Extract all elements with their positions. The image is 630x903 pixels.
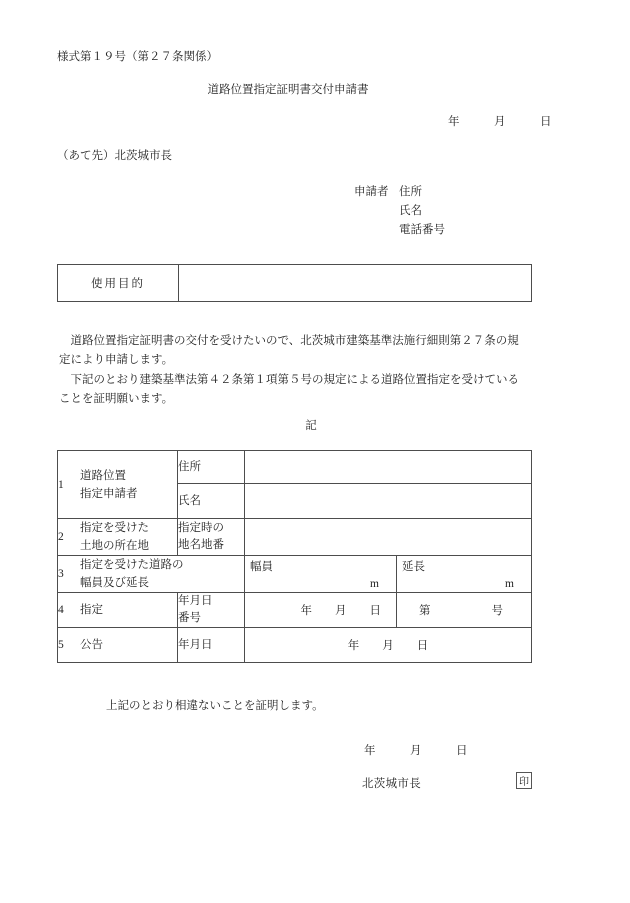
row2-label-line1: 指定を受けた <box>80 522 149 534</box>
length-unit: m <box>505 578 514 590</box>
application-date-blank: 年 月 日 <box>448 116 552 128</box>
row4-header-cell <box>58 593 178 628</box>
row4-sublabel-line2: 番号 <box>178 612 201 624</box>
seal-mark: 印 <box>516 772 532 789</box>
row4-label: 指定 <box>80 604 103 616</box>
row2-label-line2: 土地の所在地 <box>80 540 149 552</box>
row3-header-cell <box>58 556 245 593</box>
row2-value-cell <box>245 519 532 556</box>
row4-date-blank-cell: 年 月 日 <box>245 593 397 628</box>
row1-address-value-cell <box>245 451 532 484</box>
applicant-label: 申請者 <box>354 186 389 198</box>
form-number: 様式第１９号（第２７条関係） <box>57 51 218 63</box>
applicant-phone-row <box>354 221 445 240</box>
width-label: 幅員 <box>250 561 273 573</box>
row3-number: 3 <box>58 568 64 580</box>
paragraph-2-line-1: 下記のとおり建築基準法第４２条第１項第５号の規定による道路位置指定を受けている <box>59 373 519 386</box>
row5-date-blank-cell: 年 月 日 <box>245 628 532 663</box>
row1-number: 1 <box>58 478 64 491</box>
row4-number-blank-cell <box>397 593 532 628</box>
designation-number-prefix: 第 <box>419 605 431 617</box>
applicant-name-label: 氏名 <box>399 205 422 217</box>
table-row <box>58 451 532 484</box>
table-row <box>58 593 532 628</box>
page-title: 道路位置指定証明書交付申請書 <box>207 84 369 96</box>
row5-label: 公告 <box>80 639 103 651</box>
row2-header-cell <box>58 519 178 556</box>
body-paragraphs <box>59 332 519 410</box>
table-row <box>58 519 532 556</box>
table-row <box>58 628 532 663</box>
mayor-signature-line: 北茨城市長 <box>362 778 421 790</box>
row2-sublabel-line1: 指定時の <box>178 522 224 534</box>
length-label: 延長 <box>402 561 425 573</box>
row1-header-cell <box>58 451 178 519</box>
designation-details-table <box>57 450 532 663</box>
row2-sublabel-cell <box>178 519 245 556</box>
paragraph-1-line-2: 定により申請します。 <box>59 354 174 367</box>
row5-number: 5 <box>58 639 64 651</box>
addressee-line: （あて先）北茨城市長 <box>57 150 172 162</box>
purpose-of-use-table <box>57 264 532 302</box>
width-unit: m <box>370 578 379 590</box>
row4-sublabel-cell <box>178 593 245 628</box>
row4-number: 4 <box>58 604 64 616</box>
row2-sublabel-line2: 地名地番 <box>178 539 224 551</box>
row5-sublabel-cell: 年月日 <box>178 628 245 663</box>
record-heading: 記 <box>305 420 317 432</box>
row1-address-sublabel: 住所 <box>178 451 245 484</box>
paragraph-1-line-1: 道路位置指定証明書の交付を受けたいので、北茨城市建築基準法施行細則第２７条の規 <box>59 335 519 347</box>
purpose-value-cell <box>179 265 531 301</box>
applicant-name-row <box>354 202 445 221</box>
certification-date-blank: 年 月 日 <box>364 745 468 757</box>
applicant-address-row <box>354 183 445 202</box>
purpose-label-cell: 使用目的 <box>58 265 179 301</box>
designation-number-suffix: 号 <box>491 605 503 617</box>
row3-label-line1: 指定を受けた道路の <box>80 559 184 571</box>
table-row <box>58 556 532 593</box>
row5-header-cell <box>58 628 178 663</box>
row3-width-cell <box>245 556 397 593</box>
row1-name-value-cell <box>245 484 532 519</box>
applicant-phone-label: 電話番号 <box>399 224 445 236</box>
row2-number: 2 <box>58 531 64 543</box>
row3-label-line2: 幅員及び延長 <box>80 577 149 589</box>
row1-name-sublabel: 氏名 <box>178 484 245 519</box>
applicant-address-label: 住所 <box>399 186 422 198</box>
paragraph-2-line-2: ことを証明願います。 <box>59 393 174 406</box>
row4-sublabel-line1: 年月日 <box>178 595 213 607</box>
row1-label-line2: 指定申請者 <box>80 487 138 500</box>
applicant-block <box>354 183 445 240</box>
certification-statement: 上記のとおり相違ないことを証明します。 <box>106 700 324 712</box>
row1-label-line1: 道路位置 <box>80 469 126 482</box>
row3-length-cell <box>397 556 532 593</box>
